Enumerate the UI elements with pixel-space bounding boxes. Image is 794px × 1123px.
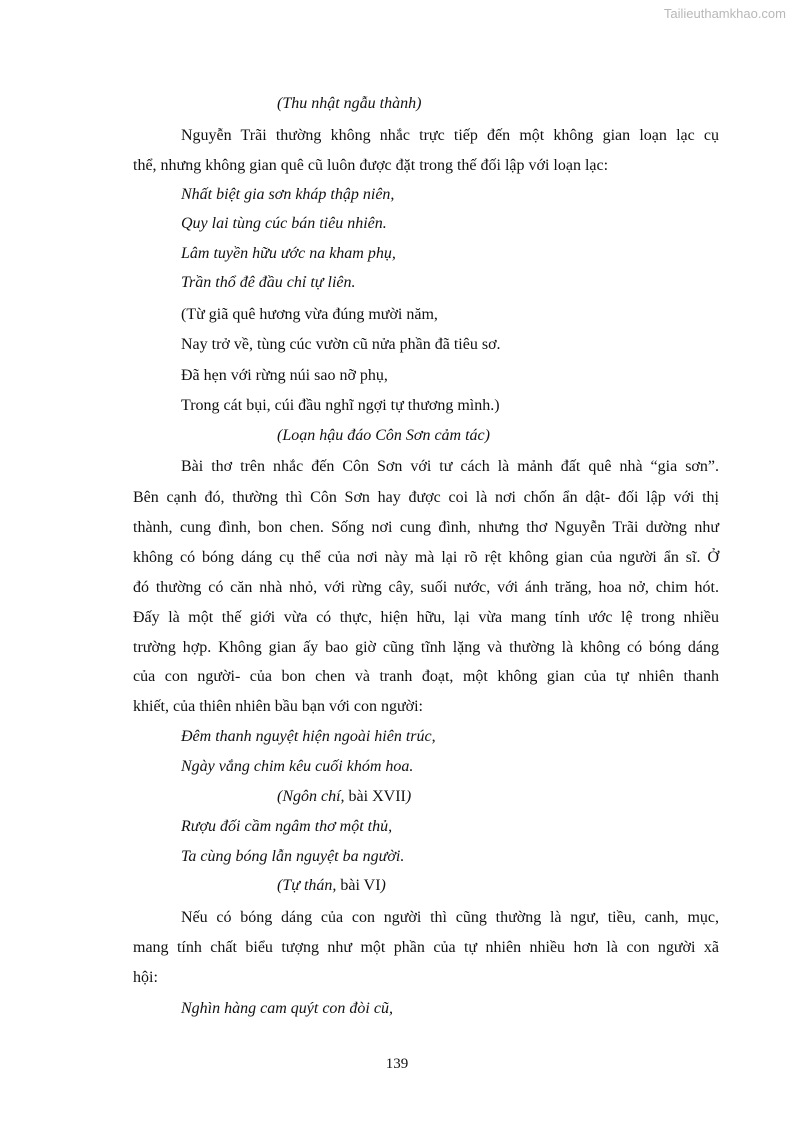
- citation-number: bài VI: [336, 877, 381, 894]
- citation-title: (Tự thán,: [277, 877, 337, 894]
- citation-number: bài XVII: [344, 788, 406, 805]
- paragraph-line: của con người- của bon chen và tranh đoạt, một không gian của tự nhiên thanh: [133, 668, 719, 685]
- verse-line: Đêm thanh nguyệt hiện ngoài hiên trúc,: [181, 728, 436, 745]
- citation-title: (Ngôn chí,: [277, 788, 345, 805]
- paragraph-line: Đấy là một thế giới vừa có thực, hiện hữu, lại vừa mang tính ước lệ trong nhiều: [133, 609, 719, 626]
- translation-line: Trong cát bụi, cúi đầu nghĩ ngợi tự thương mình.): [181, 397, 500, 414]
- paragraph-line: Nguyễn Trãi thường không nhắc trực tiếp đến một không gian loạn lạc cụ: [181, 127, 719, 144]
- verse-line: Nghìn hàng cam quýt con đòi cũ,: [181, 1000, 393, 1017]
- page-number: 139: [385, 1056, 409, 1072]
- paragraph-line: mang tính chất biểu tượng như một phần của tự nhiên nhiều hơn là con người xã: [133, 939, 719, 956]
- paragraph-line: Bài thơ trên nhắc đến Côn Sơn với tư cách là mảnh đất quê nhà “gia sơn”.: [181, 458, 719, 475]
- citation-close: ): [380, 877, 386, 894]
- verse-line: Quy lai tùng cúc bán tiêu nhiên.: [181, 215, 387, 232]
- translation-line: (Từ giã quê hương vừa đúng mười năm,: [181, 306, 438, 323]
- citation-loan-hau: (Loạn hậu đáo Côn Sơn cảm tác): [277, 427, 490, 444]
- watermark: Tailieuthamkhao.com: [663, 6, 786, 21]
- paragraph-line: thành, cung đình, bon chen. Sống nơi cung đình, nhưng thơ Nguyễn Trãi dường như: [133, 519, 719, 536]
- paragraph-line: Nếu có bóng dáng của con người thì cũng thường là ngư, tiều, canh, mục,: [181, 909, 719, 926]
- citation-tu-than: [277, 876, 386, 896]
- translation-line: Đã hẹn với rừng núi sao nỡ phụ,: [181, 367, 388, 384]
- paragraph-line: đó thường có căn nhà nhỏ, với rừng cây, suối nước, với ánh trăng, hoa nở, chim hót.: [133, 579, 719, 596]
- verse-line: Ta cùng bóng lẫn nguyệt ba người.: [181, 848, 405, 865]
- citation-ngon-chi: [277, 787, 411, 807]
- translation-line: Nay trở về, tùng cúc vườn cũ nửa phần đã tiêu sơ.: [181, 336, 501, 353]
- paragraph-line: trường hợp. Không gian ấy bao giờ cũng tĩnh lặng và thường là không có bóng dáng: [133, 639, 719, 656]
- paragraph-line: Bên cạnh đó, thường thì Côn Sơn hay được coi là nơi chốn ẩn dật- đối lập với thị: [133, 489, 719, 506]
- citation-thu-nhat: (Thu nhật ngẫu thành): [277, 95, 422, 112]
- paragraph-line: thể, nhưng không gian quê cũ luôn được đặt trong thế đối lập với loạn lạc:: [133, 157, 609, 174]
- verse-line: Lâm tuyền hữu ước na kham phụ,: [181, 245, 396, 262]
- verse-line: Ngày vắng chim kêu cuối khóm hoa.: [181, 758, 414, 775]
- verse-line: Rượu đối cầm ngâm thơ một thủ,: [181, 818, 393, 835]
- paragraph-line: không có bóng dáng cụ thể của nơi này mà lại rõ rệt không gian của người ẩn sĩ. Ở: [133, 549, 719, 566]
- verse-line: Nhất biệt gia sơn kháp thập niên,: [181, 186, 395, 203]
- citation-close: ): [405, 788, 412, 805]
- verse-line: Trần thổ đê đầu chỉ tự liên.: [181, 274, 356, 291]
- paragraph-line: hội:: [133, 969, 158, 986]
- paragraph-line: khiết, của thiên nhiên bầu bạn với con người:: [133, 698, 423, 715]
